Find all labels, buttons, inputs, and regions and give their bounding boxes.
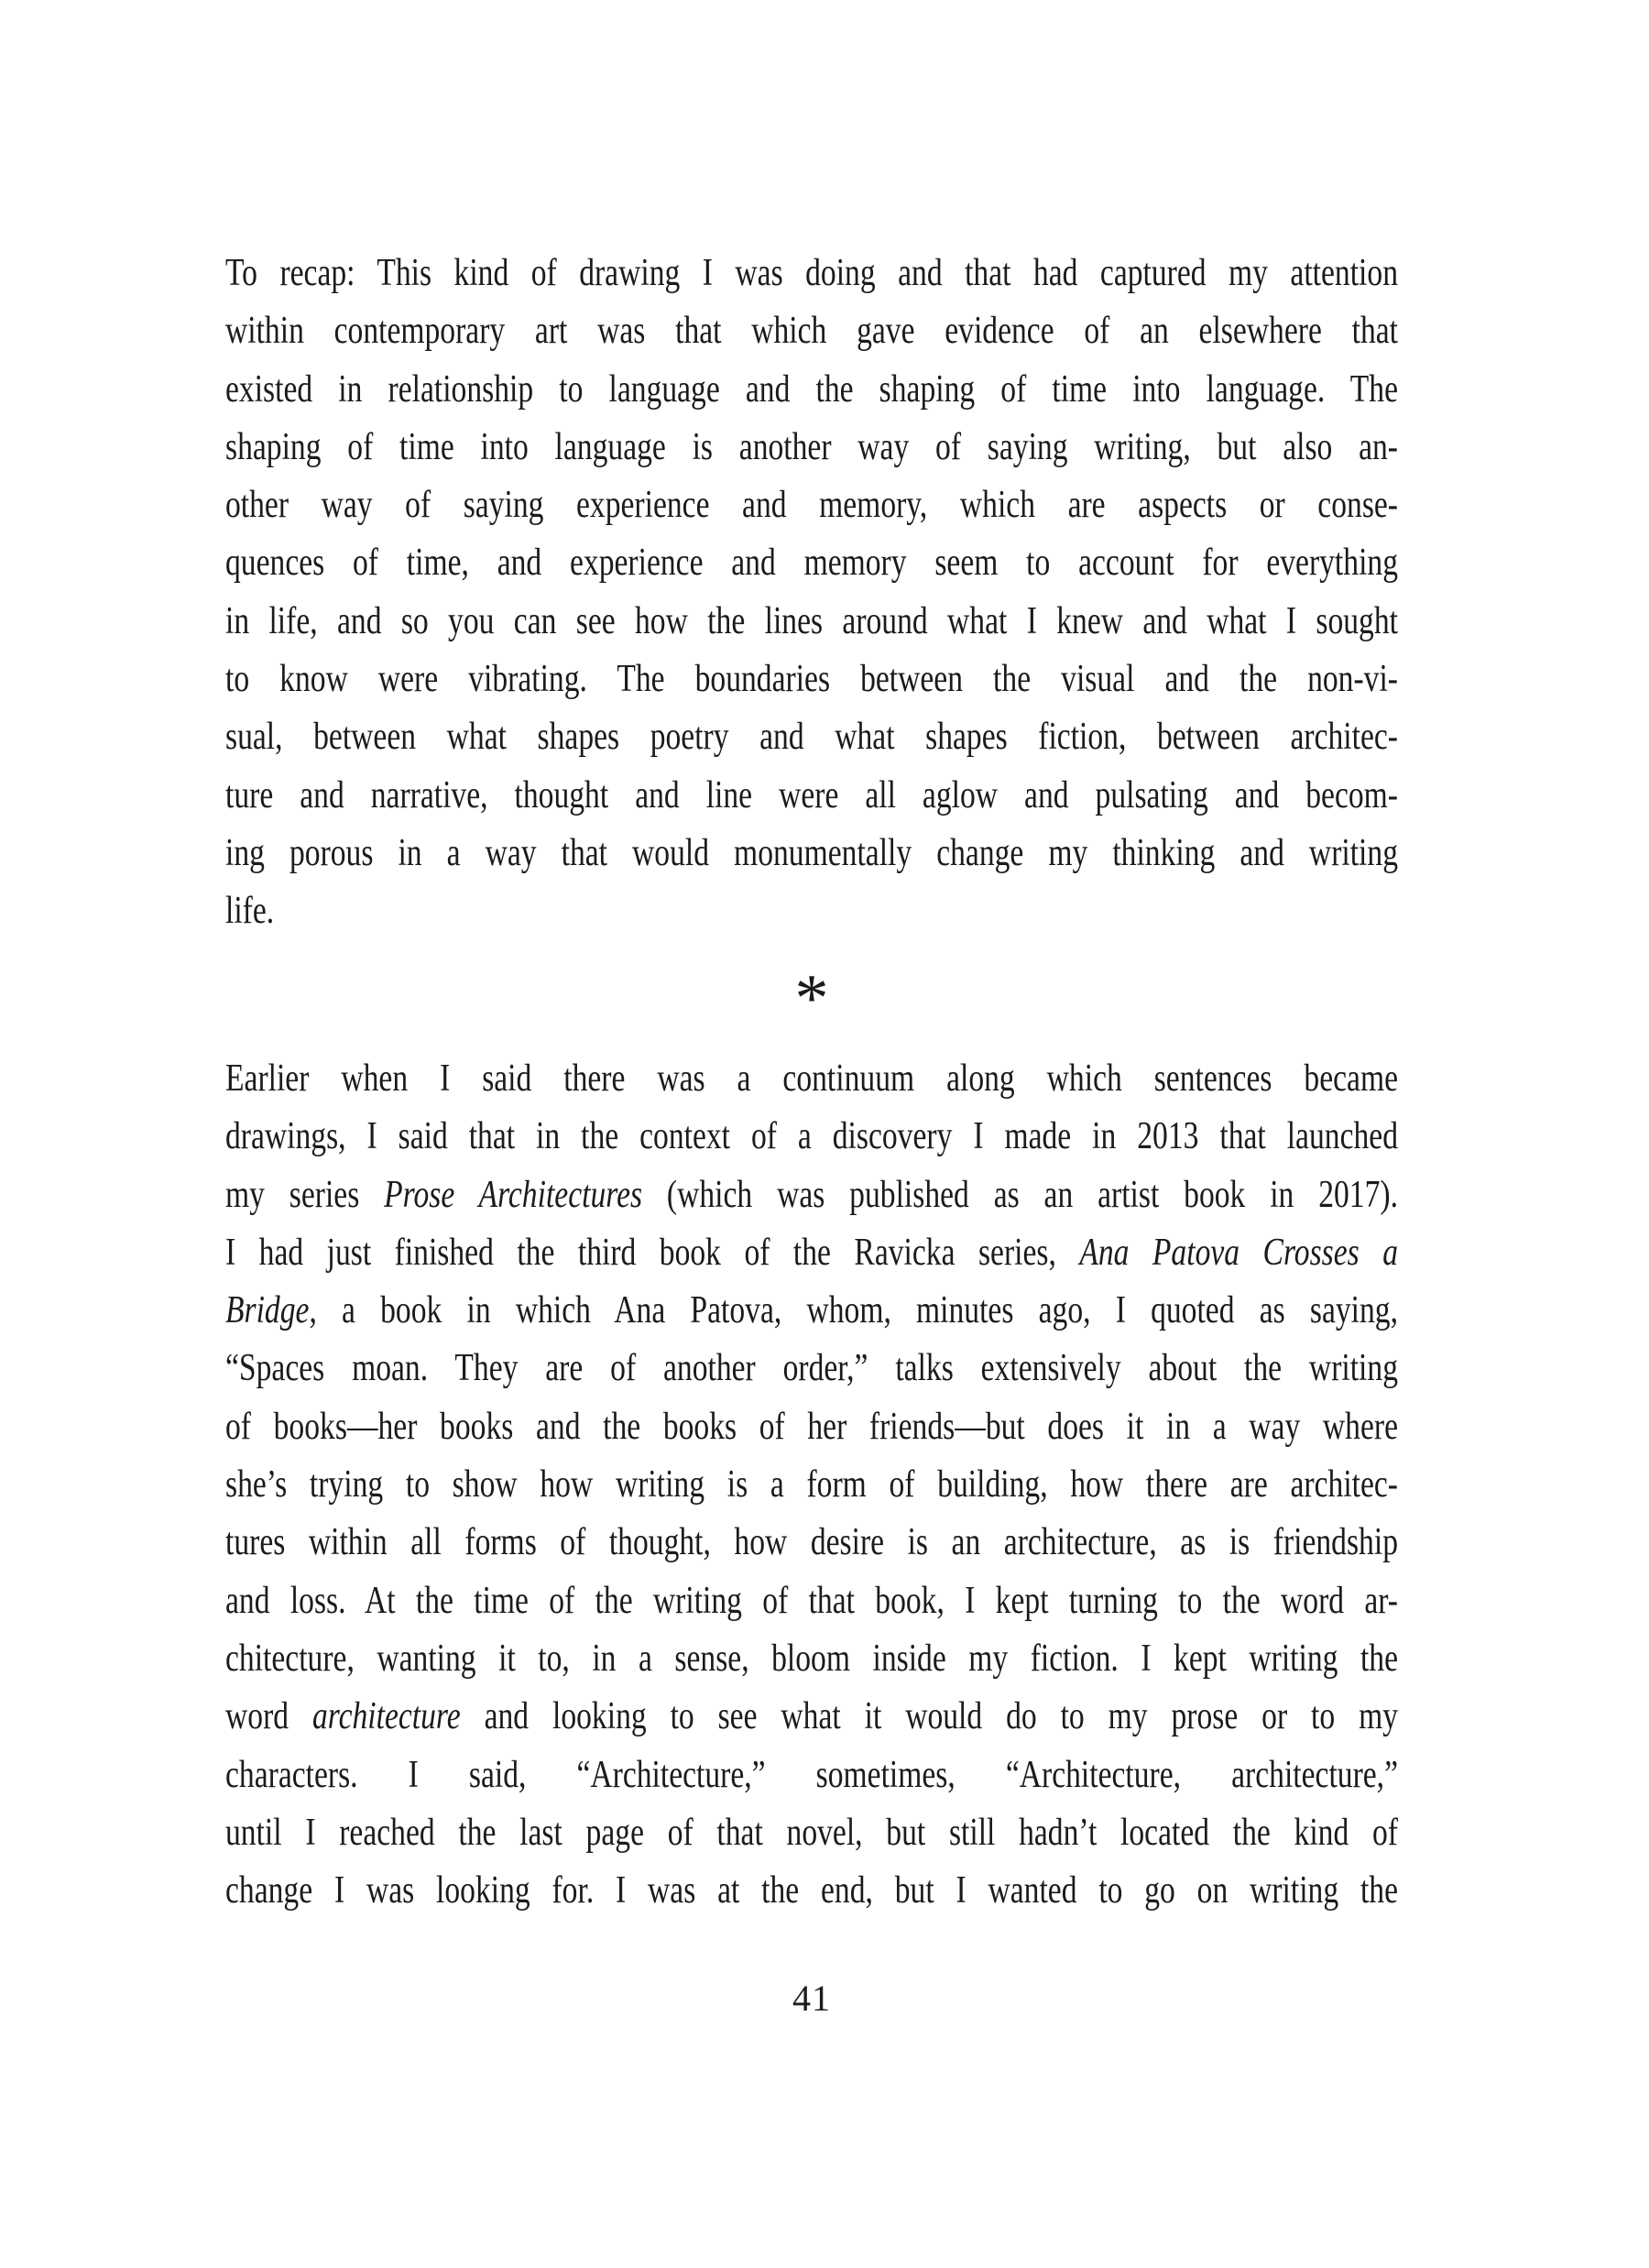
text-line	[225, 708, 1398, 766]
text-run: to know were vibrating. The boundaries between the visual and the non-vi-	[225, 658, 1398, 701]
text-run: and loss. At the time of the writing of that book, I kept turning to the word ar-	[225, 1579, 1398, 1622]
text-run: other way of saying experience and memory, which are aspects or conse-	[225, 484, 1398, 527]
text-line	[225, 419, 1398, 477]
text-run: (which was published as an artist book in 2017).	[642, 1173, 1398, 1216]
text-line	[225, 1747, 1398, 1804]
text-line	[225, 302, 1398, 360]
text-line	[225, 882, 1398, 940]
text-line	[225, 1340, 1398, 1397]
text-line	[225, 361, 1398, 419]
text-run: characters. I said, “Architecture,” sometimes, “Architecture, architecture,”	[225, 1753, 1398, 1796]
paragraph-2	[225, 1050, 1398, 1920]
text-run: in life, and so you can see how the lines around what I knew and what I sought	[225, 599, 1398, 642]
text-run: To recap: This kind of drawing I was doing and that had captured my attention	[225, 252, 1398, 294]
text-run: quences of time, and experience and memory seem to account for everything	[225, 542, 1398, 585]
text-run: she’s trying to show how writing is a form of building, how there are architec-	[225, 1463, 1398, 1507]
text-line	[225, 1398, 1398, 1456]
text-line	[225, 651, 1398, 708]
text-run: ing porous in a way that would monumentally change my thinking and writing	[225, 831, 1398, 874]
text-run: , a book in which Ana Patova, whom, minutes ago, I quoted as saying,	[309, 1289, 1399, 1332]
section-break-asterisk: *	[794, 961, 829, 1036]
text-run: of books—her books and the books of her friends—but does it in a way where	[225, 1405, 1398, 1448]
page-number: 41	[792, 1978, 831, 2019]
text-run: I had just finished the third book of the Ravicka series,	[225, 1231, 1080, 1274]
text-run: within contemporary art was that which gave evidence of an elsewhere that	[225, 310, 1398, 353]
italic-text-run: architecture	[311, 1695, 461, 1738]
text-line	[225, 825, 1398, 882]
text-line	[225, 1862, 1398, 1920]
italic-text-run: Bridge	[225, 1289, 310, 1332]
text-line	[225, 1572, 1398, 1630]
text-run: word	[225, 1695, 312, 1738]
text-line	[225, 477, 1398, 534]
text-line	[225, 1514, 1398, 1572]
italic-text-run: Prose Architectures	[384, 1173, 643, 1216]
text-line	[225, 1050, 1398, 1108]
text-line	[225, 1167, 1398, 1224]
text-run: existed in relationship to language and the shaping of time into language. The	[225, 367, 1398, 411]
text-line	[225, 1282, 1398, 1340]
text-line	[225, 1224, 1398, 1282]
text-run: chitecture, wanting it to, in a sense, bloom inside my fiction. I kept writing the	[225, 1637, 1398, 1680]
italic-text-run: Ana Patova Crosses a	[1079, 1231, 1398, 1274]
text-run: shaping of time into language is another way of saying writing, but also an-	[225, 425, 1398, 468]
text-line	[225, 593, 1398, 651]
text-line	[225, 534, 1398, 592]
text-line	[225, 245, 1398, 302]
text-run: Earlier when I said there was a continuum along which sentences became	[225, 1057, 1398, 1100]
text-line	[225, 767, 1398, 825]
text-line	[225, 1108, 1398, 1166]
text-run: change I was looking for. I was at the end, but I wanted to go on writing the	[225, 1869, 1398, 1912]
text-run: drawings, I said that in the context of a discovery I made in 2013 that launched	[225, 1115, 1398, 1158]
paragraph-1	[225, 245, 1398, 941]
text-run: tures within all forms of thought, how desire is an architecture, as is friendship	[225, 1521, 1398, 1564]
text-run: sual, between what shapes poetry and what shapes fiction, between architec-	[225, 716, 1398, 759]
text-run: life.	[225, 890, 275, 933]
text-line	[225, 1456, 1398, 1514]
text-run: until I reached the last page of that novel, but still hadn’t located the kind of	[225, 1811, 1398, 1854]
text-run: and looking to see what it would do to my prose or to my	[460, 1695, 1398, 1738]
text-line	[225, 1630, 1398, 1688]
text-line	[225, 1688, 1398, 1746]
text-line	[225, 1804, 1398, 1862]
text-run: “Spaces moan. They are of another order,” talks extensively about the writing	[225, 1347, 1398, 1390]
text-run: my series	[225, 1173, 385, 1216]
text-run: ture and narrative, thought and line were all aglow and pulsating and becom-	[225, 773, 1398, 816]
